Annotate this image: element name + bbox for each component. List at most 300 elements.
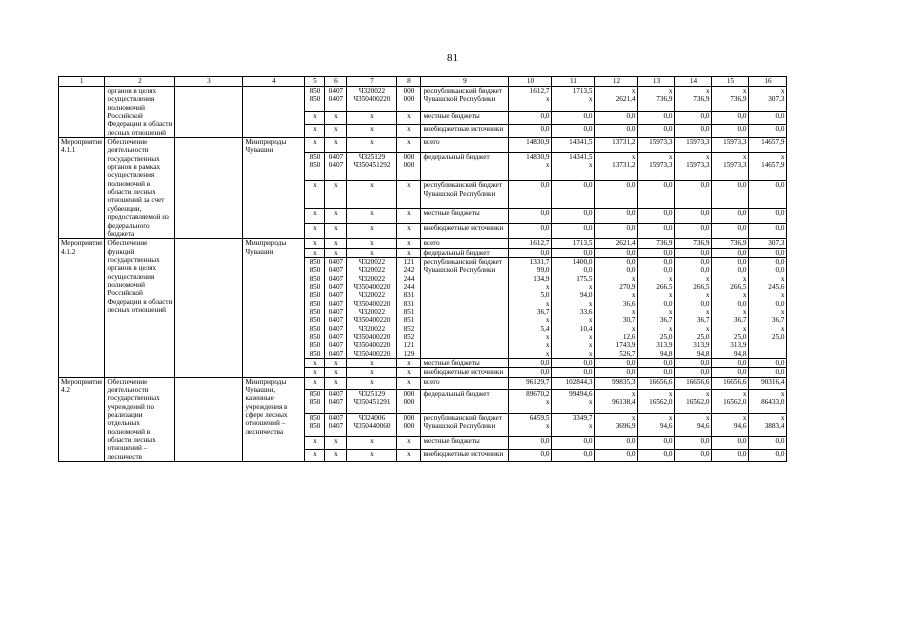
cell-line: 0407 — [328, 316, 344, 325]
section-code: x — [325, 239, 347, 248]
measure-code: Мероприятие 4.1.1 — [59, 138, 105, 239]
value-line: 16656,6 — [649, 377, 673, 386]
year-value — [638, 152, 675, 180]
value-line: 0,0 — [775, 111, 785, 120]
value-line: 0,0 — [737, 224, 747, 233]
value-line: 36,6 — [622, 299, 636, 308]
year-value — [712, 377, 749, 389]
cell-line: 850 — [309, 282, 321, 291]
value-line: x — [631, 390, 636, 399]
year-value — [749, 181, 787, 209]
grbs-code: x — [305, 111, 325, 124]
value-line: x — [588, 422, 593, 431]
value-line: 0,0 — [626, 266, 636, 275]
column-header: 5 — [305, 77, 325, 87]
year-value — [638, 413, 675, 437]
target-article-code: x — [347, 124, 397, 137]
value-line: x — [631, 87, 636, 95]
cell-line: 831 — [403, 291, 415, 300]
year-value — [712, 368, 749, 377]
target-article-code — [347, 413, 397, 437]
value-line: 90316,4 — [761, 377, 785, 386]
cell-line: 851 — [403, 316, 415, 325]
value-line: 94,8 — [696, 349, 710, 358]
value-line: 0,0 — [700, 181, 710, 190]
year-value — [638, 138, 675, 153]
year-value — [675, 413, 712, 437]
value-line: 0,0 — [583, 124, 593, 133]
value-line: x — [705, 324, 710, 333]
cell-line: Ч350451292 — [353, 161, 391, 170]
expense-type-code: x — [397, 224, 421, 239]
value-line: x — [545, 299, 550, 308]
cell-line: 851 — [403, 307, 415, 316]
value-line: 14830,9 — [526, 138, 550, 147]
target-article-code — [347, 152, 397, 180]
value-line: 94,6 — [696, 422, 710, 431]
cell-line: 242 — [403, 266, 415, 275]
column-header: 2 — [105, 77, 175, 87]
year-value — [712, 224, 749, 239]
expense-type-code: x — [397, 368, 421, 377]
cell-line: Ч320022 — [358, 274, 386, 283]
expense-type-code: x — [397, 248, 421, 257]
column-header: 12 — [595, 77, 638, 87]
value-line: x — [545, 316, 550, 325]
value-line — [751, 341, 784, 349]
grbs-code: x — [305, 248, 325, 257]
year-value — [749, 257, 787, 358]
value-line: 15973,3 — [649, 138, 673, 147]
year-value — [552, 111, 595, 124]
section-code: x — [325, 368, 347, 377]
value-line: x — [668, 307, 673, 316]
column-header: 7 — [347, 77, 397, 87]
value-line: 313,9 — [693, 341, 710, 350]
year-value — [638, 248, 675, 257]
column-header: 6 — [325, 77, 347, 87]
program-cell — [175, 377, 243, 461]
value-line: 1713,5 — [572, 87, 593, 95]
expense-type-code — [397, 257, 421, 358]
value-line: 0,0 — [775, 124, 785, 133]
funding-source: внебюджетные источники — [421, 449, 509, 461]
column-header: 10 — [509, 77, 552, 87]
year-value — [749, 359, 787, 368]
expense-type-code — [397, 87, 421, 112]
value-line: 0,0 — [626, 224, 636, 233]
year-value — [638, 124, 675, 137]
value-line: x — [780, 291, 785, 300]
value-line: 0,0 — [626, 359, 636, 367]
cell-line: Ч320022 — [358, 291, 386, 300]
value-line: 0,0 — [737, 266, 747, 275]
measure-title: Обеспечение функций государственных органов в целях осуществления полномочий Российской Федерации в области лесных отношений — [105, 239, 175, 378]
year-value — [675, 224, 712, 239]
year-value — [509, 124, 552, 137]
grbs-code: x — [305, 224, 325, 239]
value-line: 0,0 — [700, 359, 710, 367]
year-value — [675, 368, 712, 377]
value-line: 0,0 — [540, 359, 550, 367]
value-line: 0,0 — [540, 248, 550, 257]
value-line: x — [742, 87, 747, 95]
value-line: x — [668, 152, 673, 161]
year-value — [712, 257, 749, 358]
value-line: 0,0 — [700, 257, 710, 266]
section-code — [325, 390, 347, 414]
year-value — [638, 87, 675, 112]
value-line: 99835,3 — [612, 377, 636, 386]
value-line: 1612,7 — [529, 87, 550, 95]
value-line: 0,0 — [775, 209, 785, 218]
value-line: 86433,0 — [761, 398, 785, 407]
value-line: 0,0 — [583, 359, 593, 367]
cell-line: 000 — [403, 95, 415, 104]
value-line: 0,0 — [775, 224, 785, 233]
year-value — [675, 239, 712, 248]
cell-line: Ч324006 — [358, 413, 386, 422]
value-line: 0,0 — [663, 209, 673, 218]
value-line: x — [588, 349, 593, 358]
value-line: 3883,4 — [764, 422, 785, 431]
year-value — [749, 413, 787, 437]
value-line: x — [780, 307, 785, 316]
cell-line: 850 — [309, 398, 321, 407]
cell-line: 0407 — [328, 95, 344, 104]
year-value — [509, 181, 552, 209]
value-line: 102844,3 — [565, 377, 593, 386]
funding-source: местные бюджеты — [421, 359, 509, 368]
cell-line: 000 — [403, 152, 415, 161]
year-value — [675, 257, 712, 358]
value-line: x — [705, 152, 710, 161]
year-value — [712, 87, 749, 112]
year-value — [595, 449, 638, 461]
value-line: 36,7 — [733, 316, 747, 325]
cell-line: Ч350400220 — [353, 341, 391, 350]
value-line: x — [588, 332, 593, 341]
value-line: 0,0 — [626, 257, 636, 266]
value-line: 14657,9 — [761, 138, 785, 147]
grbs-code: x — [305, 437, 325, 449]
value-line: 5,0 — [540, 291, 550, 300]
cell-line: 850 — [309, 324, 321, 333]
value-line: 1400,0 — [572, 257, 593, 266]
value-line: x — [742, 324, 747, 333]
expense-type-code: x — [397, 239, 421, 248]
value-line: 13731,2 — [612, 138, 636, 147]
value-line: 0,0 — [583, 209, 593, 218]
value-line: 0,0 — [540, 181, 550, 190]
section-code: x — [325, 209, 347, 224]
year-value — [749, 152, 787, 180]
year-value — [638, 368, 675, 377]
value-line: x — [668, 274, 673, 283]
value-line: 736,9 — [693, 239, 710, 248]
value-line: 0,0 — [700, 111, 710, 120]
year-value — [749, 124, 787, 137]
year-value — [712, 437, 749, 449]
year-value — [509, 413, 552, 437]
target-article-code: x — [347, 248, 397, 257]
value-line: x — [668, 413, 673, 422]
value-line: x — [742, 274, 747, 283]
table-row — [59, 87, 787, 112]
year-value — [595, 368, 638, 377]
expense-type-code — [397, 413, 421, 437]
value-line: 0,0 — [663, 266, 673, 275]
funding-source: местные бюджеты — [421, 209, 509, 224]
year-value — [552, 413, 595, 437]
value-line: 134,9 — [533, 274, 550, 283]
value-line: 0,0 — [663, 368, 673, 377]
cell-line: 831 — [403, 299, 415, 308]
target-article-code: x — [347, 449, 397, 461]
grbs-code: x — [305, 181, 325, 209]
value-line: 736,9 — [730, 95, 747, 104]
value-line: x — [742, 413, 747, 422]
year-value — [509, 257, 552, 358]
value-line: 0,0 — [737, 449, 747, 458]
cell-line: 0407 — [328, 282, 344, 291]
expense-type-code: x — [397, 449, 421, 461]
target-article-code: x — [347, 359, 397, 368]
cell-line: 850 — [309, 341, 321, 350]
funding-source: федеральный бюджет — [421, 390, 509, 414]
cell-line: 852 — [403, 332, 415, 341]
value-line: 0,0 — [626, 248, 636, 257]
value-line: 0,0 — [700, 437, 710, 446]
budget-table-body — [59, 77, 787, 462]
responsible-executor: Минприроды Чувашии — [243, 239, 305, 378]
value-line: 0,0 — [737, 368, 747, 377]
year-value — [509, 224, 552, 239]
value-line: 96129,7 — [526, 377, 550, 386]
cell-line: 850 — [309, 299, 321, 308]
year-value — [675, 390, 712, 414]
value-line: 1612,7 — [529, 239, 550, 248]
section-code: x — [325, 124, 347, 137]
grbs-code — [305, 413, 325, 437]
year-value — [595, 239, 638, 248]
year-value — [749, 390, 787, 414]
value-line: 1713,5 — [572, 239, 593, 248]
value-line: 3696,9 — [615, 422, 636, 431]
value-line: 94,6 — [659, 422, 673, 431]
cell-line: 0407 — [328, 349, 344, 358]
value-line: 0,0 — [737, 437, 747, 446]
value-line: 36,7 — [771, 316, 785, 325]
responsible-executor: Минприроды Чувашии, казенные учреждения в сфере лесных отношений – лесничества — [243, 377, 305, 461]
program-cell — [175, 87, 243, 138]
target-article-code: x — [347, 437, 397, 449]
value-line: 266,5 — [730, 282, 747, 291]
value-line: 36,7 — [696, 316, 710, 325]
funding-source: республиканский бюджет Чувашской Республики — [421, 87, 509, 112]
cell-line: 850 — [309, 413, 321, 422]
year-value — [712, 390, 749, 414]
cell-line: Ч320022 — [358, 87, 386, 95]
value-line: 16562,0 — [686, 398, 710, 407]
cell-line: 0407 — [328, 341, 344, 350]
value-line: 0,0 — [583, 111, 593, 120]
value-line: 0,0 — [775, 248, 785, 257]
funding-source: местные бюджеты — [421, 111, 509, 124]
target-article-code: x — [347, 239, 397, 248]
target-article-code: x — [347, 181, 397, 209]
value-line: 0,0 — [775, 266, 785, 275]
value-line: 0,0 — [737, 248, 747, 257]
year-value — [509, 138, 552, 153]
cell-line: 850 — [309, 152, 321, 161]
value-line: 0,0 — [583, 181, 593, 190]
value-line: x — [588, 95, 593, 104]
section-code: x — [325, 138, 347, 153]
cell-line: 0407 — [328, 87, 344, 95]
value-line: x — [588, 299, 593, 308]
value-line: 0,0 — [737, 111, 747, 120]
value-line: 2621,4 — [615, 239, 636, 248]
value-line: 0,0 — [737, 359, 747, 367]
year-value — [552, 124, 595, 137]
value-line: 36,7 — [536, 307, 550, 316]
value-line: 0,0 — [663, 248, 673, 257]
grbs-code: x — [305, 449, 325, 461]
value-line: x — [631, 307, 636, 316]
year-value — [712, 209, 749, 224]
value-line: 0,0 — [626, 449, 636, 458]
year-value — [552, 437, 595, 449]
year-value — [712, 111, 749, 124]
year-value — [509, 209, 552, 224]
value-line: 736,9 — [656, 239, 673, 248]
column-header: 1 — [59, 77, 105, 87]
cell-line: Ч350400220 — [353, 299, 391, 308]
year-value — [595, 257, 638, 358]
section-code — [325, 257, 347, 358]
value-line: x — [780, 87, 785, 95]
cell-line: 244 — [403, 282, 415, 291]
value-line: 307,3 — [768, 95, 785, 104]
year-value — [552, 390, 595, 414]
page-number: 81 — [447, 52, 458, 64]
expense-type-code: x — [397, 124, 421, 137]
value-line: 5,4 — [540, 324, 550, 333]
funding-source: всего — [421, 239, 509, 248]
target-article-code — [347, 257, 397, 358]
year-value — [595, 224, 638, 239]
year-value — [509, 390, 552, 414]
value-line: x — [742, 152, 747, 161]
value-line: 12,6 — [622, 332, 636, 341]
value-line: 0,0 — [626, 111, 636, 120]
value-line: 16562,0 — [649, 398, 673, 407]
year-value — [552, 449, 595, 461]
cell-line: 850 — [309, 349, 321, 358]
year-value — [595, 181, 638, 209]
year-value — [675, 359, 712, 368]
value-line: x — [631, 291, 636, 300]
cell-line: 0407 — [328, 413, 344, 422]
value-line: 25,0 — [733, 332, 747, 341]
year-value — [675, 181, 712, 209]
year-value — [638, 181, 675, 209]
expense-type-code: x — [397, 437, 421, 449]
year-value — [675, 377, 712, 389]
section-code: x — [325, 111, 347, 124]
value-line: 99,0 — [536, 266, 550, 275]
value-line: 1743,9 — [615, 341, 636, 350]
value-line: 0,0 — [663, 449, 673, 458]
value-line: x — [545, 332, 550, 341]
column-number-row — [59, 77, 787, 87]
year-value — [712, 359, 749, 368]
funding-source: внебюджетные источники — [421, 224, 509, 239]
value-line: x — [742, 291, 747, 300]
value-line: 0,0 — [663, 111, 673, 120]
grbs-code — [305, 390, 325, 414]
cell-line: 0407 — [328, 422, 344, 431]
value-line: 0,0 — [700, 209, 710, 218]
year-value — [552, 138, 595, 153]
target-article-code: x — [347, 368, 397, 377]
value-line: 0,0 — [540, 449, 550, 458]
year-value — [638, 359, 675, 368]
cell-line: Ч350400220 — [353, 332, 391, 341]
value-line: x — [705, 413, 710, 422]
measure-title: Обеспечение деятельности государственных учреждений по реализации отдельных полномочий в области лесных отношений – лесничеств — [105, 377, 175, 461]
value-line: x — [545, 282, 550, 291]
year-value — [552, 257, 595, 358]
value-line: x — [545, 341, 550, 350]
year-value — [509, 111, 552, 124]
year-value — [552, 152, 595, 180]
cell-line: 0407 — [328, 398, 344, 407]
year-value — [595, 124, 638, 137]
value-line: 0,0 — [700, 224, 710, 233]
cell-line: 000 — [403, 398, 415, 407]
year-value — [552, 368, 595, 377]
value-line: 0,0 — [583, 224, 593, 233]
value-line: 30,7 — [622, 316, 636, 325]
value-line: 94,0 — [579, 291, 593, 300]
value-line: 0,0 — [663, 224, 673, 233]
year-value — [509, 449, 552, 461]
value-line: 25,0 — [659, 332, 673, 341]
year-value — [638, 377, 675, 389]
value-line: x — [668, 390, 673, 399]
year-value — [552, 248, 595, 257]
section-code — [325, 152, 347, 180]
responsible-executor — [243, 87, 305, 138]
value-line — [751, 350, 784, 358]
value-line: x — [780, 324, 785, 333]
cell-line: Ч320022 — [358, 324, 386, 333]
value-line: x — [588, 341, 593, 350]
cell-line: 850 — [309, 422, 321, 431]
cell-line: 000 — [403, 161, 415, 170]
value-line: 1331,7 — [529, 257, 550, 266]
value-line: 0,0 — [775, 437, 785, 446]
value-line: x — [545, 422, 550, 431]
value-line: x — [545, 398, 550, 407]
column-header: 9 — [421, 77, 509, 87]
year-value — [638, 209, 675, 224]
grbs-code: x — [305, 239, 325, 248]
cell-line: Ч350440060 — [353, 422, 391, 431]
value-line: 2621,4 — [615, 95, 636, 104]
